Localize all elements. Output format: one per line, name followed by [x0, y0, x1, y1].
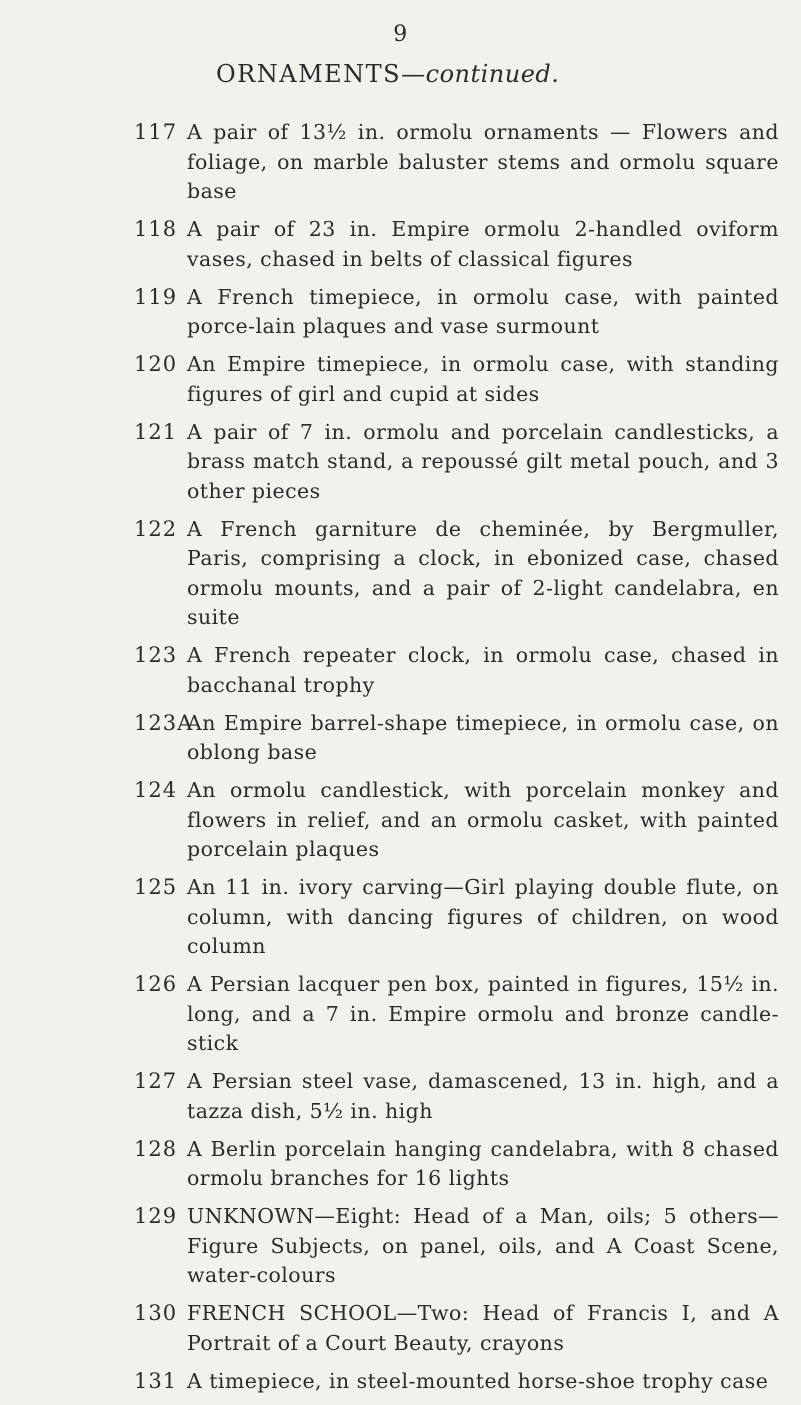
page-number: 9 — [393, 22, 408, 47]
lot-entry — [0, 118, 801, 207]
lot-number: 125 — [134, 875, 178, 899]
lot-number: 121 — [134, 419, 178, 444]
lot-number: 118 — [134, 217, 178, 241]
lot-description: A timepiece, in steel-mounted horse-shoe trophy case — [187, 1368, 769, 1393]
lot-description: A French garniture de cheminée, by Bergmuller, Paris, comprising a clock, in ebonized case, chased ormolu mounts, and a pair of 2-light candelabra, en suite — [187, 516, 779, 629]
lot-entry — [0, 1067, 801, 1126]
lot-entry — [0, 283, 801, 342]
lot-description: An Empire barrel-shape timepiece, in ormolu case, on oblong base — [187, 710, 779, 764]
lot-list — [0, 118, 801, 1405]
lot-entry — [0, 776, 801, 865]
lot-description: An 11 in. ivory carving—Girl playing double flute, on column, with dancing figures of children, on wood column — [187, 875, 779, 958]
lot-number: 120 — [134, 352, 178, 376]
lot-entry — [0, 1202, 801, 1291]
lot-description: A pair of 7 in. ormolu and porcelain candlesticks, a brass match stand, a repoussé gilt metal pouch, and 3 other pieces — [187, 419, 779, 503]
lot-description: A Persian steel vase, damascened, 13 in. high, and a tazza dish, 5½ in. high — [187, 1069, 779, 1123]
lot-entry — [0, 1367, 801, 1397]
section-title-suffix: —continued. — [401, 60, 560, 88]
lot-entry — [0, 215, 801, 274]
lot-description: UNKNOWN—Eight: Head of a Man, oils; 5 others—Figure Subjects, on panel, oils, and A Coast Scene, water-colours — [187, 1204, 779, 1287]
lot-number: 124 — [134, 778, 178, 802]
lot-number: 122 — [134, 516, 178, 541]
lot-number: 126 — [134, 972, 178, 996]
lot-description: A pair of 23 in. Empire ormolu 2-handled oviform vases, chased in belts of classical figures — [187, 217, 779, 271]
lot-description: A French repeater clock, in ormolu case, chased in bacchanal trophy — [187, 643, 779, 697]
lot-description: An Empire timepiece, in ormolu case, with standing figures of girl and cupid at sides — [187, 352, 779, 406]
lot-number: 129 — [134, 1204, 178, 1228]
lot-number: 117 — [134, 120, 178, 144]
lot-number: 127 — [134, 1069, 178, 1093]
lot-entry — [0, 515, 801, 633]
lot-description: An ormolu candlestick, with porcelain monkey and flowers in relief, and an ormolu casket, with painted porcelain plaques — [187, 778, 779, 861]
lot-entry — [0, 1135, 801, 1194]
section-title — [216, 60, 559, 88]
section-title-main: ORNAMENTS — [216, 60, 402, 88]
lot-entry — [0, 709, 801, 768]
lot-number: 130 — [134, 1301, 178, 1325]
lot-number: 119 — [134, 284, 178, 309]
lot-entry — [0, 418, 801, 507]
lot-description: A Persian lacquer pen box, painted in figures, 15½ in. long, and a 7 in. Empire ormolu and bronze candle-stick — [187, 972, 779, 1055]
lot-number: 123 — [134, 643, 178, 667]
lot-description: A pair of 13½ in. ormolu ornaments — Flowers and foliage, on marble baluster stems and ormolu square base — [187, 120, 779, 203]
lot-entry — [0, 1299, 801, 1358]
lot-description: FRENCH SCHOOL—Two: Head of Francis I, and A Portrait of a Court Beauty, crayons — [187, 1301, 779, 1355]
lot-number: 131 — [134, 1368, 178, 1393]
lot-number: 128 — [134, 1136, 178, 1161]
lot-description: A Berlin porcelain hanging candelabra, with 8 chased ormolu branches for 16 lights — [187, 1136, 779, 1190]
lot-description: A French timepiece, in ormolu case, with painted porce-lain plaques and vase surmount — [187, 284, 779, 338]
lot-entry — [0, 873, 801, 962]
lot-entry — [0, 970, 801, 1059]
lot-entry — [0, 641, 801, 700]
lot-number: 123A — [134, 710, 194, 735]
lot-entry — [0, 350, 801, 409]
